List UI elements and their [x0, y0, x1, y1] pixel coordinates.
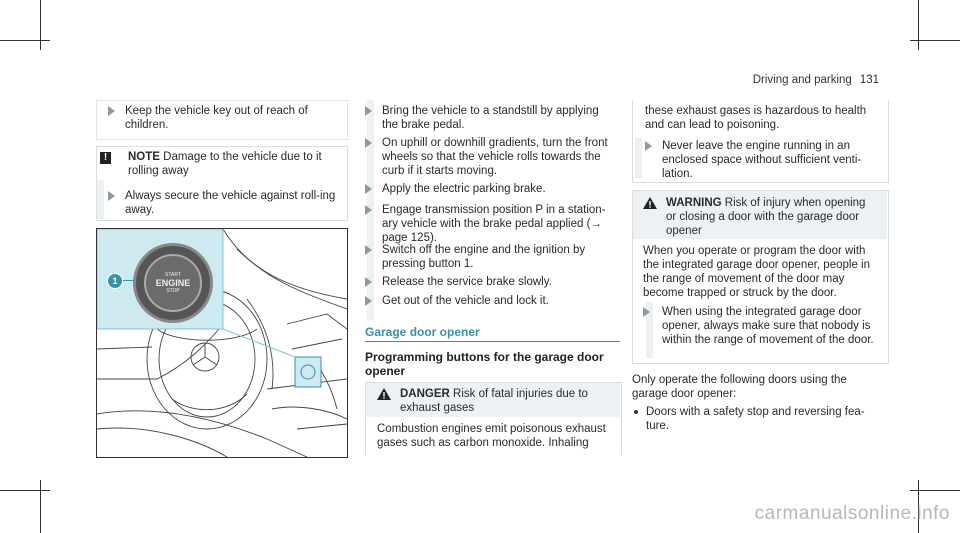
- bullet-bar: [97, 180, 104, 219]
- section-title: Garage door opener: [365, 325, 480, 339]
- watermark: carmanualsonline.info: [754, 503, 950, 524]
- step-text: Get out of the vehicle and lock it.: [382, 295, 549, 307]
- list-item-text: Doors with a safety stop and reversing fea-ture.: [646, 406, 865, 432]
- step-text: Engage transmission position P in a station-ary vehicle with the brake pedal applied (→ page 125).: [382, 204, 606, 244]
- step-text: Bring the vehicle to a standstill by applying the brake pedal.: [382, 105, 599, 131]
- bullet-text: Keep the vehicle key out of reach of children.: [125, 105, 308, 131]
- arrow-bullet-icon: [365, 277, 372, 287]
- warning-text: When you operate or program the door with the integrated garage door opener, people in the range of movement of the door may become trapped or struck by the door.: [643, 245, 870, 299]
- step-item: [365, 136, 615, 178]
- arrow-bullet-icon: [645, 141, 652, 151]
- page-number: 131: [859, 74, 879, 86]
- start-stop-button: [133, 243, 213, 323]
- arrow-bullet-icon: [365, 184, 372, 194]
- dashboard-drawing: [97, 229, 347, 457]
- crop-mark: [918, 0, 919, 50]
- interior-illustration: [96, 228, 348, 458]
- danger-text-continued: these exhaust gases is hazardous to health and can lead to poisoning.: [645, 105, 867, 131]
- step-item: [365, 294, 615, 308]
- note-content: [128, 150, 338, 178]
- arrow-bullet-icon: [643, 307, 650, 317]
- crop-mark: [0, 40, 50, 41]
- button-label-stop: STOP: [166, 288, 180, 294]
- arrow-bullet-icon: [365, 245, 372, 255]
- danger-heading: [400, 387, 610, 415]
- step-text: Release the service brake slowly.: [382, 276, 552, 288]
- bullet-text: Never leave the engine running in an enclosed space without sufficient venti-lation.: [662, 140, 862, 180]
- step-text: Apply the electric parking brake.: [382, 183, 546, 195]
- step-item: [365, 275, 615, 289]
- dot-bullet-icon: [634, 410, 638, 414]
- arrow-bullet-icon: [365, 138, 372, 148]
- bullet-item: [643, 305, 878, 347]
- callout-marker: [107, 273, 123, 289]
- bullet-item: [645, 139, 880, 181]
- arrow-bullet-icon: [365, 296, 372, 306]
- callout-number: 1: [112, 276, 118, 286]
- bullet-bar: [635, 138, 642, 178]
- step-item: [365, 203, 615, 245]
- arrow-bullet-icon: [108, 106, 115, 116]
- paragraph: Only operate the following doors using the garage door opener:: [632, 374, 847, 400]
- note-icon: !: [100, 152, 111, 164]
- crop-mark: [40, 0, 41, 50]
- list-item: [632, 405, 877, 433]
- subheading: Programming buttons for the garage door opener: [365, 350, 604, 378]
- note-label: NOTE: [128, 151, 160, 163]
- callout-line: [121, 280, 135, 281]
- step-text: On uphill or downhill gradients, turn the front wheels so that the vehicle rolls towards the curb if it starts moving.: [382, 137, 608, 177]
- arrow-bullet-icon: [365, 205, 372, 215]
- step-item: [365, 243, 615, 271]
- danger-title: Risk of fatal injuries due to exhaust gases: [400, 388, 588, 414]
- page-header: [753, 74, 879, 86]
- bullet-text: When using the integrated garage door opener, always make sure that nobody is within the range of movement of the door.: [662, 306, 874, 346]
- warning-label: WARNING: [666, 197, 722, 209]
- step-text: Switch off the engine and the ignition by pressing button 1.: [382, 244, 586, 270]
- warning-triangle-icon: [377, 388, 391, 400]
- danger-text: Combustion engines emit poisonous exhaust gases such as carbon monoxide. Inhaling: [377, 423, 606, 449]
- warning-heading: [666, 196, 878, 238]
- step-item: [365, 104, 615, 132]
- arrow-bullet-icon: [365, 106, 372, 116]
- bullet-text: Always secure the vehicle against roll-ing away.: [125, 190, 336, 216]
- bullet-item: [108, 189, 336, 217]
- warning-triangle-icon: [643, 197, 657, 209]
- step-item: [365, 182, 615, 196]
- section-rule: [365, 341, 620, 342]
- button-label-engine: ENGINE: [155, 278, 191, 288]
- crop-mark: [40, 480, 41, 533]
- warning-title: Risk of injury when opening or closing a door with the garage door opener: [666, 197, 866, 237]
- button-label-start: START: [165, 272, 181, 278]
- arrow-bullet-icon: [108, 191, 115, 201]
- section-name: Driving and parking: [752, 74, 852, 86]
- crop-mark: [0, 490, 50, 491]
- danger-label: DANGER: [400, 388, 450, 400]
- bullet-item: [108, 104, 336, 132]
- note-text: Damage to the vehicle due to it rolling away: [128, 151, 322, 177]
